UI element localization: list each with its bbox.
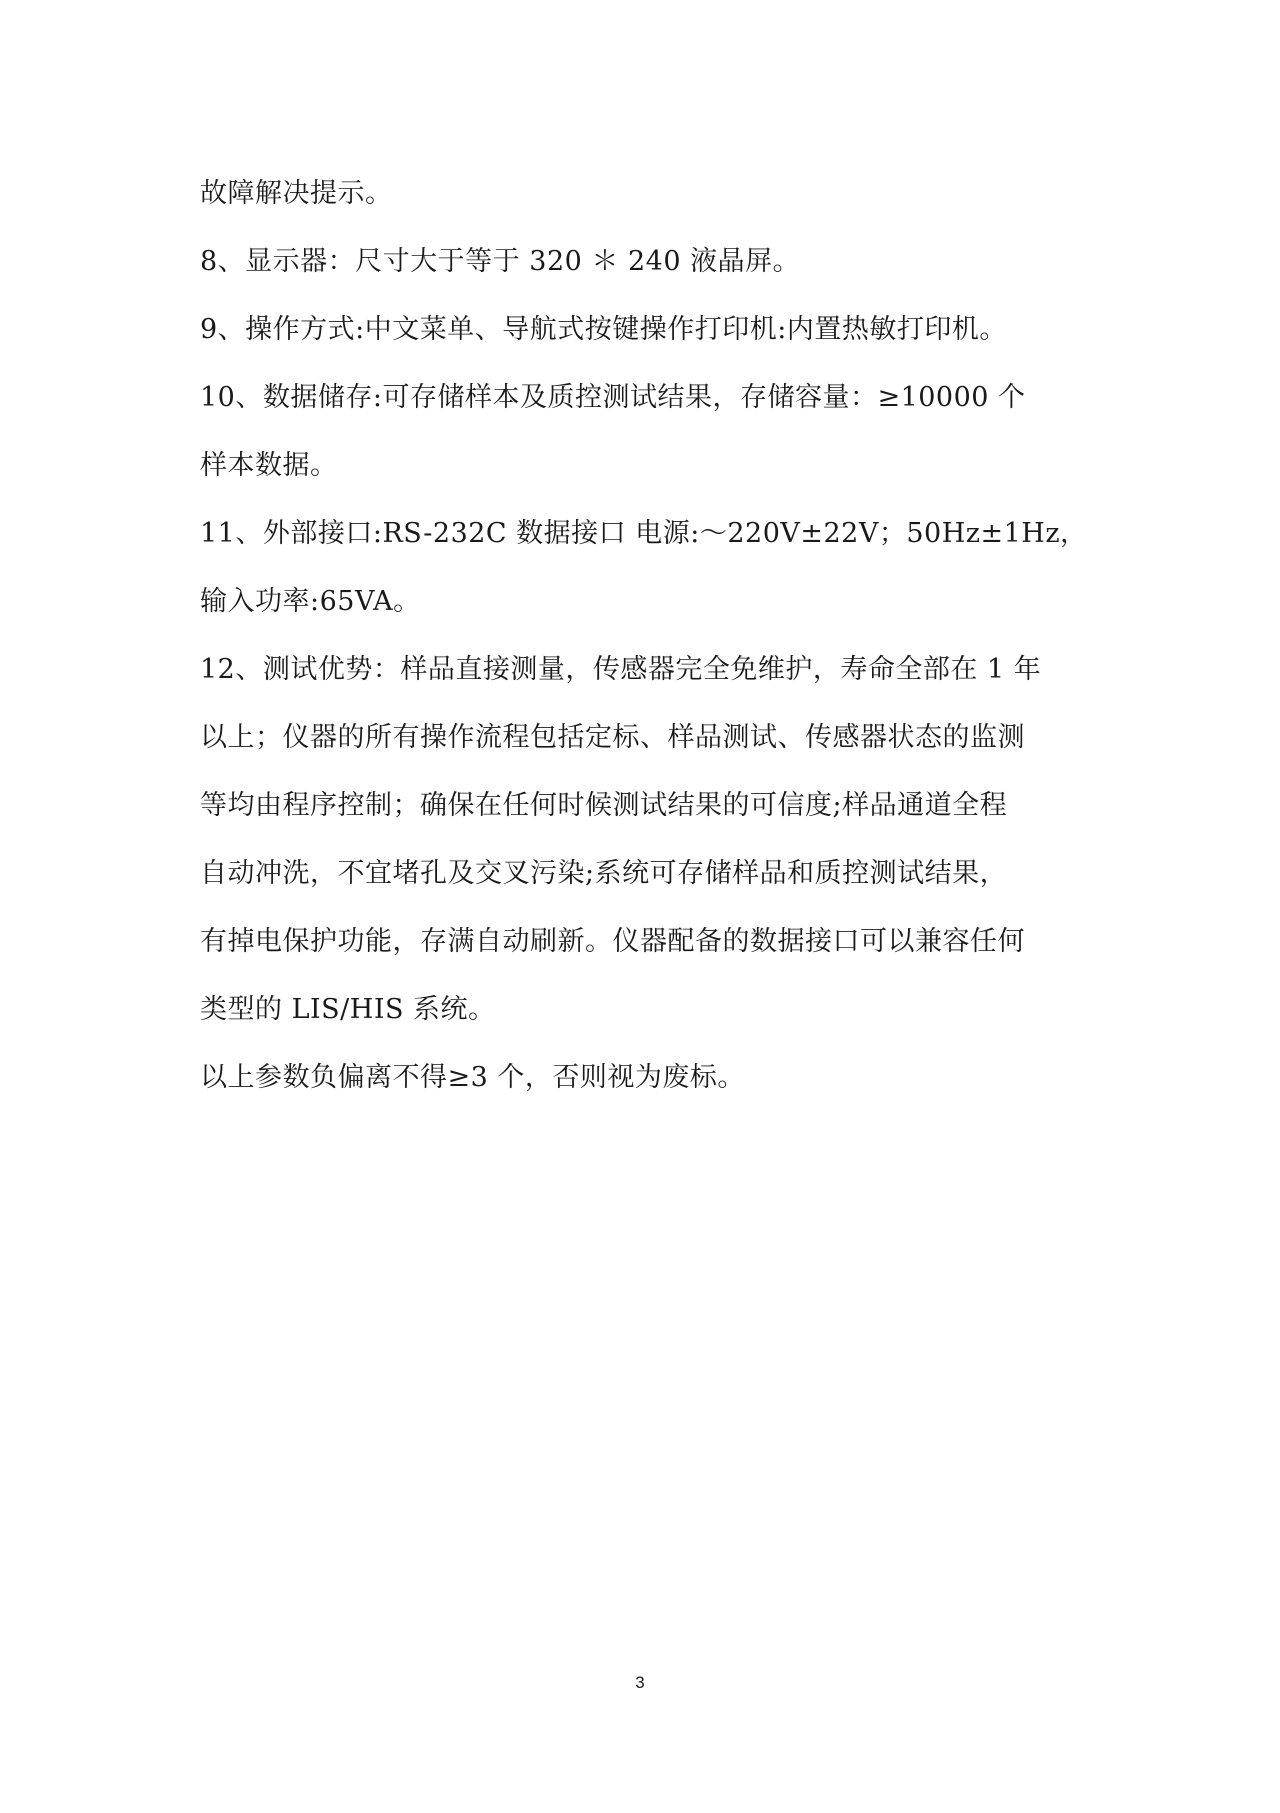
text-line: 有掉电保护功能，存满自动刷新。仪器配备的数据接口可以兼容任何	[200, 926, 1025, 957]
text-line: 输入功率:65VA。	[200, 586, 421, 617]
document-body	[200, 160, 1100, 1112]
text-line: 以上；仪器的所有操作流程包括定标、样品测试、传感器状态的监测	[200, 722, 1025, 753]
text-line: 8、显示器：尺寸大于等于 320 ＊ 240 液晶屏。	[200, 246, 801, 277]
text-line: 样本数据。	[200, 450, 338, 481]
text-line: 自动冲洗，不宜堵孔及交叉污染;系统可存储样品和质控测试结果，	[200, 858, 1008, 889]
text-line: 10、数据储存:可存储样本及质控测试结果，存储容量：≥10000 个	[200, 382, 1026, 413]
text-line: 类型的 LIS/HIS 系统。	[200, 994, 496, 1025]
text-line: 等均由程序控制；确保在任何时候测试结果的可信度;样品通道全程	[200, 790, 1008, 821]
text-line: 9、操作方式:中文菜单、导航式按键操作打印机:内置热敏打印机。	[200, 314, 1007, 345]
text-line: 11、外部接口:RS-232C 数据接口 电源:～220V±22V；50Hz±1Hz，	[200, 518, 1088, 549]
page-number: 3	[635, 1673, 645, 1692]
text-line: 12、测试优势：样品直接测量，传感器完全免维护，寿命全部在 1 年	[200, 654, 1042, 685]
text-line: 以上参数负偏离不得≥3 个，否则视为废标。	[200, 1062, 745, 1093]
text-line: 故障解决提示。	[200, 178, 393, 209]
